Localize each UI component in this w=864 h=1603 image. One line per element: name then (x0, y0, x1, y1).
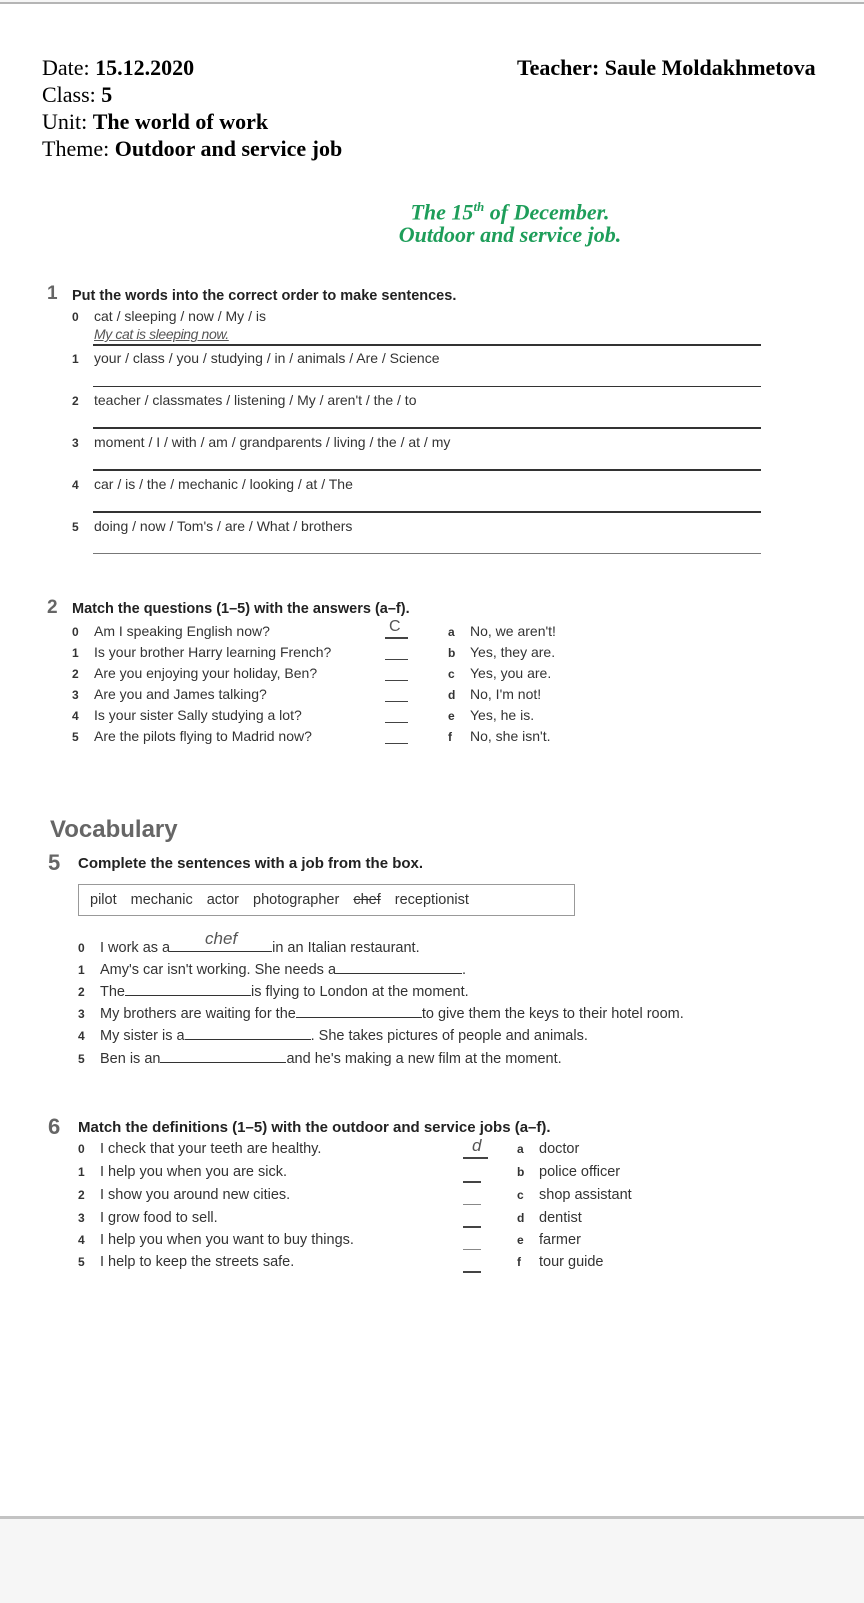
fill-blank-0[interactable] (170, 929, 272, 952)
word-photographer: photographer (253, 892, 340, 908)
page-bottom-divider (0, 1516, 864, 1519)
definition-text: I help to keep the streets safe. (100, 1254, 295, 1270)
ex1-item-2 (72, 392, 416, 408)
item-number: 1 (72, 352, 79, 366)
item-words: cat / sleeping / now / My / is (94, 308, 266, 324)
exercise-5-number: 5 (48, 850, 61, 875)
ex5-sentence-5 (78, 1048, 562, 1067)
answer-text: No, she isn't. (470, 728, 551, 744)
item-words: your / class / you / studying / in / animals / Are / Science (94, 350, 440, 366)
item-number: 3 (72, 688, 79, 702)
answer-text: No, we aren't! (470, 623, 556, 639)
sentence-start: My sister is a (100, 1028, 185, 1044)
ex6-job-c (517, 1187, 632, 1203)
ex6-blank-1[interactable] (463, 1181, 481, 1183)
ex2-blank-4[interactable] (385, 722, 408, 723)
answer-letter: d (448, 688, 456, 702)
sentence-end: is flying to London at the moment. (251, 984, 469, 1000)
theme-label: Theme: (42, 136, 115, 161)
ex2-blank-2[interactable] (385, 680, 408, 681)
ex2-answer-b (448, 644, 555, 660)
item-number: 2 (72, 667, 79, 681)
ex6-blank-4[interactable] (463, 1249, 481, 1250)
ex2-question-5 (72, 728, 312, 744)
word-pilot: pilot (90, 892, 117, 908)
item-number: 3 (78, 1211, 85, 1225)
ex6-definition-3 (78, 1210, 218, 1226)
answer-line-5[interactable] (93, 553, 761, 554)
ex2-answer-d (448, 686, 541, 702)
definition-text: I help you when you are sick. (100, 1164, 287, 1180)
sentence-end: . (462, 962, 467, 978)
ex6-job-d (517, 1210, 582, 1226)
vocabulary-heading: Vocabulary (50, 816, 178, 843)
answer-line-1[interactable] (93, 386, 761, 387)
exercise-6-number: 6 (48, 1114, 61, 1139)
fill-blank-2[interactable] (125, 981, 251, 996)
ex2-question-4 (72, 707, 302, 723)
ex6-definition-4 (78, 1232, 354, 1248)
question-text: Are you enjoying your holiday, Ben? (94, 665, 318, 681)
ex2-answer-e (448, 707, 534, 723)
definition-text: I help you when you want to buy things. (100, 1232, 354, 1248)
ex6-definition-1 (78, 1164, 287, 1180)
ex6-blank-0[interactable] (463, 1157, 488, 1159)
item-number: 0 (78, 1142, 85, 1156)
answer-text: Yes, you are. (470, 665, 552, 681)
class-value: 5 (101, 82, 113, 107)
answer-letter: c (448, 667, 455, 681)
item-number: 2 (78, 1188, 85, 1202)
item-number: 3 (78, 1007, 85, 1021)
definition-text: I check that your teeth are healthy. (100, 1141, 322, 1157)
ex6-job-a (517, 1141, 579, 1157)
ex1-item-0 (72, 308, 266, 324)
definition-text: I show you around new cities. (100, 1187, 291, 1203)
ex2-model-answer: C (389, 618, 401, 635)
answer-line-3[interactable] (93, 469, 761, 471)
title-date-text: The 15 (410, 199, 474, 225)
job-letter: a (517, 1142, 524, 1156)
word-chef-used: chef (353, 892, 381, 908)
fill-blank-3[interactable] (296, 1003, 422, 1018)
date-line (42, 54, 194, 82)
question-text: Is your brother Harry learning French? (94, 644, 332, 660)
unit-label: Unit: (42, 109, 93, 134)
date-label: Date: (42, 55, 96, 80)
ex6-definition-5 (78, 1254, 294, 1270)
job-letter: c (517, 1188, 524, 1202)
definition-text: I grow food to sell. (100, 1210, 218, 1226)
answer-line-4[interactable] (93, 511, 761, 513)
question-text: Is your sister Sally studying a lot? (94, 707, 302, 723)
sentence-end: in an Italian restaurant. (272, 940, 420, 956)
item-number: 0 (78, 941, 85, 955)
theme-value: Outdoor and service job (114, 136, 343, 161)
ex6-blank-5[interactable] (463, 1271, 481, 1273)
ex5-sentence-2 (78, 981, 469, 1000)
ex6-job-f (517, 1254, 604, 1270)
worksheet-page (0, 2, 864, 1519)
question-text: Are the pilots flying to Madrid now? (94, 728, 312, 744)
model-fill: chef (205, 929, 238, 948)
sentence-start: My brothers are waiting for the (100, 1006, 296, 1022)
job-text: police officer (539, 1164, 621, 1180)
job-text: tour guide (539, 1254, 604, 1270)
ex2-answer-f (448, 728, 551, 744)
exercise-1-number: 1 (47, 283, 58, 304)
ex6-definition-2 (78, 1187, 290, 1203)
ex5-sentence-3 (78, 1003, 684, 1022)
teacher-name: Teacher: Saule Moldakhmetova (517, 55, 816, 80)
fill-blank-4[interactable] (185, 1025, 311, 1040)
sentence-start: The (100, 984, 125, 1000)
item-number: 2 (72, 394, 79, 408)
ex2-answer-c (448, 665, 551, 681)
item-number: 5 (72, 730, 79, 744)
item-number: 4 (72, 709, 79, 723)
ex1-model-answer: My cat is sleeping now. (94, 326, 229, 342)
class-line (42, 81, 112, 109)
word-actor: actor (206, 892, 239, 908)
ex2-blank-1[interactable] (385, 659, 408, 660)
ex6-definition-0 (78, 1141, 321, 1157)
item-number: 4 (78, 1233, 85, 1247)
unit-value: The world of work (92, 109, 269, 134)
ex2-blank-0[interactable] (385, 637, 408, 639)
answer-text: No, I'm not! (470, 686, 542, 702)
sentence-end: . She takes pictures of people and animals. (310, 1028, 588, 1044)
item-number: 1 (78, 1165, 85, 1179)
ex2-question-2 (72, 665, 317, 681)
item-words: teacher / classmates / listening / My / aren't / the / to (94, 392, 417, 408)
ex6-model-answer: d (472, 1136, 482, 1155)
sentence-start: I work as a (100, 940, 171, 956)
job-text: dentist (539, 1210, 582, 1226)
date-value: 15.12.2020 (95, 55, 195, 80)
answer-letter: e (448, 709, 455, 723)
fill-blank-5[interactable] (160, 1048, 286, 1063)
ex1-item-3 (72, 434, 450, 450)
item-number: 1 (72, 646, 79, 660)
ex1-item-1 (72, 350, 440, 366)
job-letter: b (517, 1165, 525, 1179)
sentence-start: Ben is an (100, 1051, 161, 1067)
answer-line-2[interactable] (93, 427, 761, 429)
ex1-item-5 (72, 518, 352, 534)
sentence-end: and he's making a new film at the moment. (286, 1051, 562, 1067)
job-letter: e (517, 1233, 524, 1247)
item-number: 1 (78, 963, 85, 977)
ex6-blank-3[interactable] (463, 1226, 481, 1228)
job-text: doctor (539, 1141, 580, 1157)
ex2-blank-5[interactable] (385, 743, 408, 744)
ex5-sentence-1 (78, 959, 466, 978)
item-number: 0 (72, 625, 79, 639)
question-text: Are you and James talking? (94, 686, 267, 702)
ex5-sentence-0 (78, 929, 420, 956)
answer-text: Yes, they are. (470, 644, 556, 660)
theme-line (42, 135, 342, 163)
item-number: 5 (78, 1052, 85, 1066)
question-text: Am I speaking English now? (94, 623, 270, 639)
job-text: shop assistant (539, 1187, 632, 1203)
sentence-end: to give them the keys to their hotel room. (421, 1006, 684, 1022)
answer-letter: a (448, 625, 455, 639)
exercise-5-instruction: Complete the sentences with a job from the box. (78, 855, 424, 872)
job-text: farmer (539, 1232, 581, 1248)
item-words: doing / now / Tom's / are / What / brothers (94, 518, 353, 534)
item-number: 4 (72, 478, 79, 492)
item-number: 5 (72, 520, 79, 534)
answer-line-0[interactable] (93, 344, 761, 346)
title-date-month: of December. (484, 199, 610, 225)
ex2-question-1 (72, 644, 331, 660)
item-number: 5 (78, 1255, 85, 1269)
item-number: 2 (78, 985, 85, 999)
ex2-answer-a (448, 623, 556, 639)
exercise-6-instruction: Match the definitions (1–5) with the outdoor and service jobs (a–f). (78, 1119, 551, 1136)
ex5-sentence-4 (78, 1025, 588, 1044)
ex2-blank-3[interactable] (385, 701, 408, 702)
answer-letter: b (448, 646, 456, 660)
ex6-job-b (517, 1164, 620, 1180)
item-number: 3 (72, 436, 79, 450)
ex2-question-3 (72, 686, 267, 702)
word-mechanic: mechanic (130, 892, 193, 908)
item-number: 4 (78, 1029, 85, 1043)
job-letter: d (517, 1211, 525, 1225)
item-words: car / is / the / mechanic / looking / at / The (94, 476, 353, 492)
answer-letter: f (448, 730, 452, 744)
item-number: 0 (72, 310, 79, 324)
word-receptionist: receptionist (394, 892, 469, 908)
word-box (78, 884, 575, 916)
class-label: Class: (42, 82, 102, 107)
answer-text: Yes, he is. (470, 707, 535, 723)
ex6-job-e (517, 1232, 581, 1248)
exercise-2-instruction: Match the questions (1–5) with the answers (a–f). (72, 601, 410, 617)
sentence-start: Amy's car isn't working. She needs a (100, 962, 337, 978)
title-date-sup: th (473, 199, 485, 214)
item-words: moment / I / with / am / grandparents / living / the / at / my (94, 434, 451, 450)
ex6-blank-2[interactable] (463, 1204, 481, 1205)
exercise-1-instruction: Put the words into the correct order to make sentences. (72, 288, 457, 304)
job-letter: f (517, 1255, 521, 1269)
exercise-2-number: 2 (47, 597, 58, 618)
ex2-question-0 (72, 623, 270, 639)
lesson-theme-title: Outdoor and service job. (398, 222, 622, 247)
ex1-item-4 (72, 476, 353, 492)
unit-line (42, 108, 268, 136)
fill-blank-1[interactable] (336, 959, 462, 974)
